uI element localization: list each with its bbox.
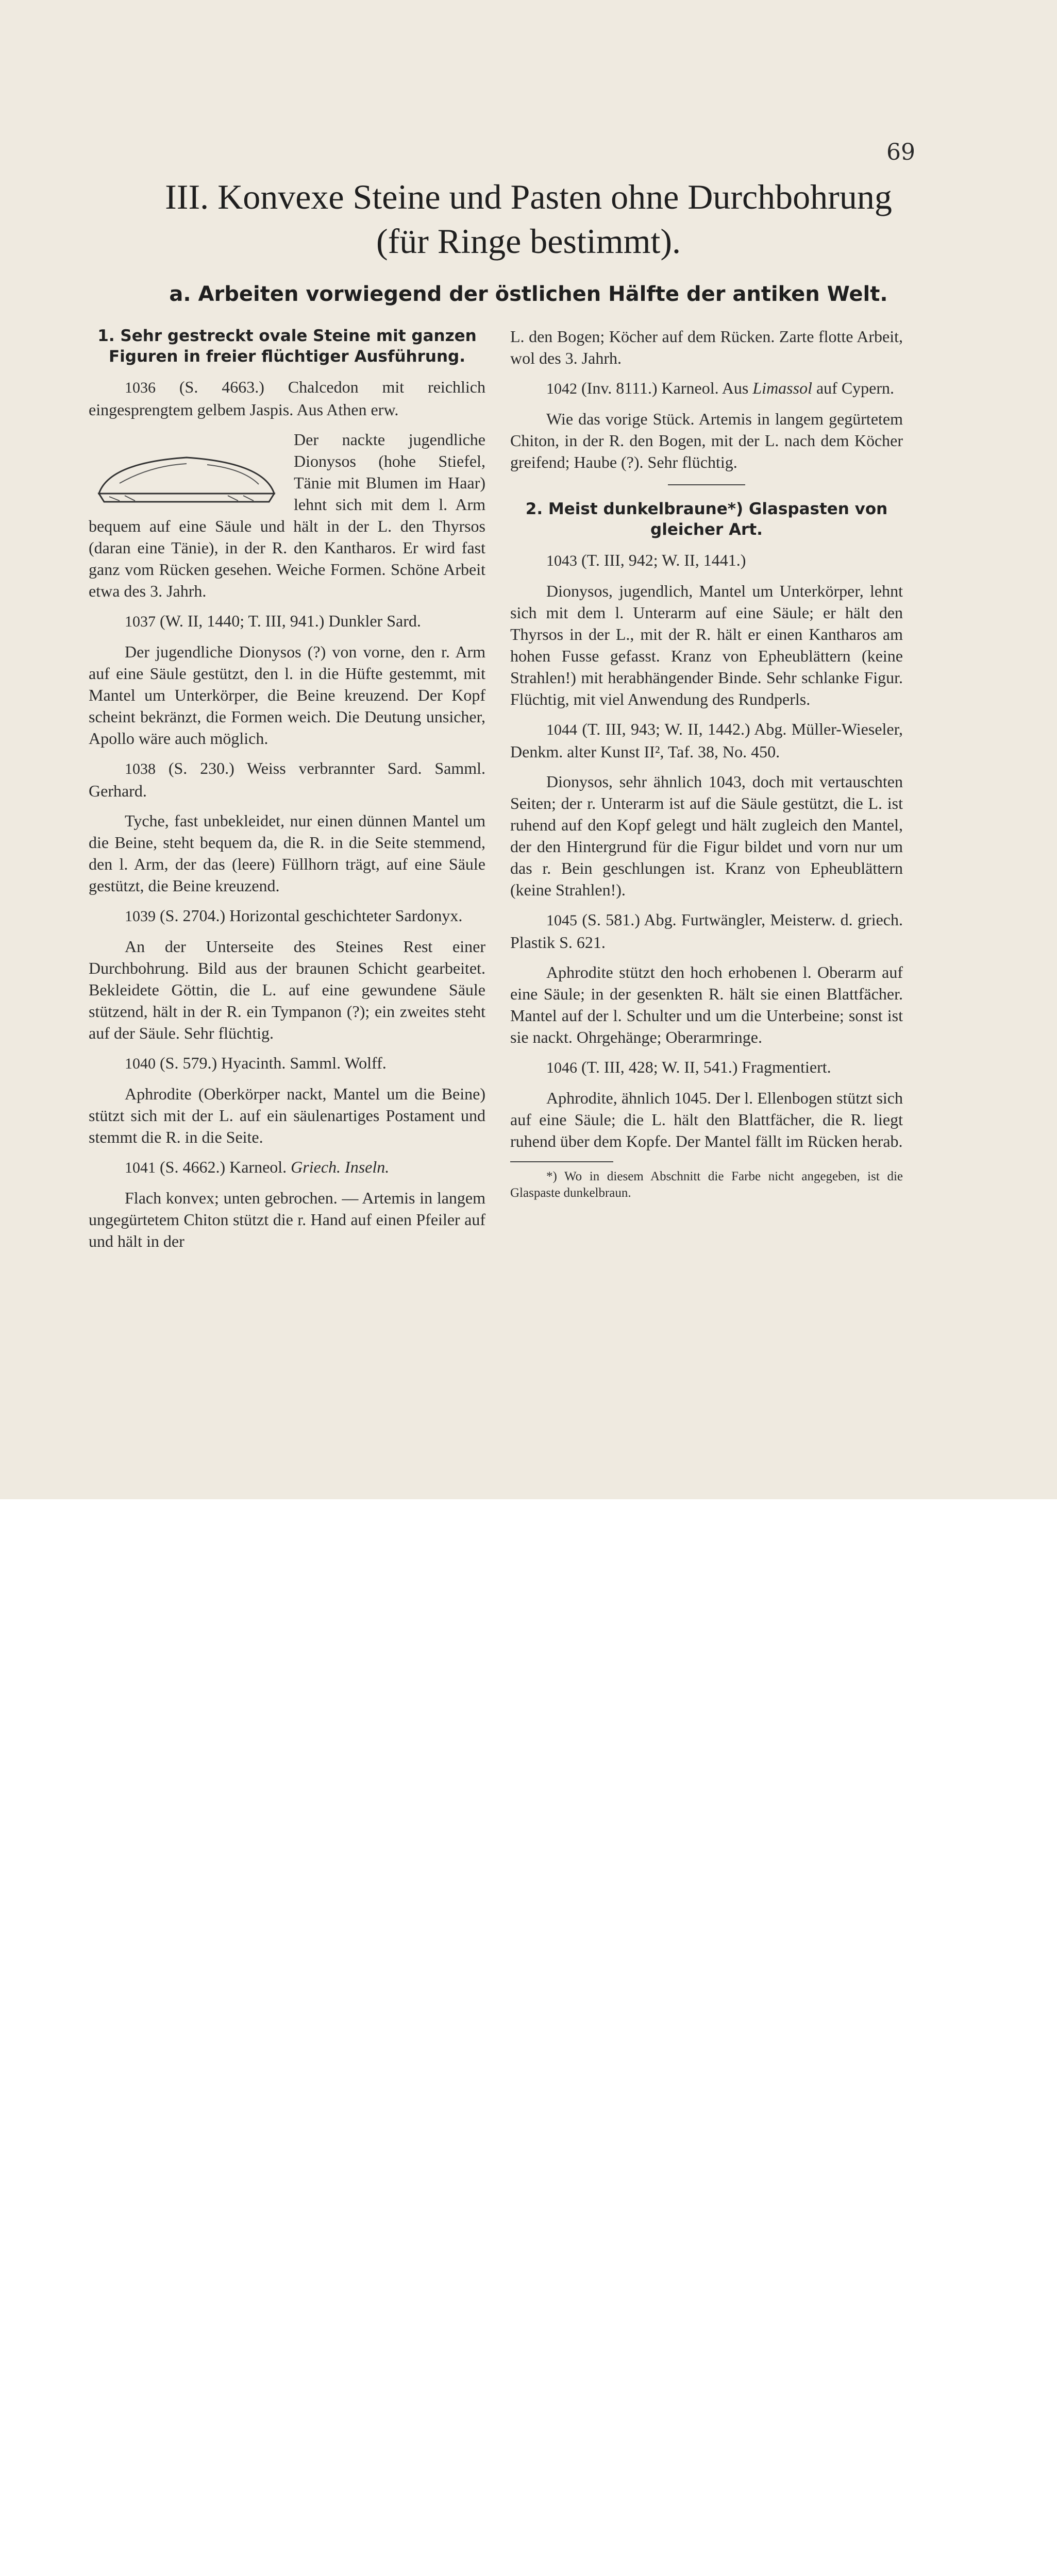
- entry-1038-head: [89, 757, 485, 802]
- section-divider: [668, 484, 745, 485]
- entry-number: 1044: [546, 721, 577, 738]
- entry-text: (W. II, 1440; T. III, 941.) Dunkler Sard.: [160, 612, 421, 630]
- entry-1042-desc: Wie das vorige Stück. Artemis in langem gegürtetem Chiton, in der R. den Bogen, mit der L. nach dem Köcher greifend; Haube (?). Sehr flüchtig.: [510, 410, 903, 471]
- entry-text: (S. 230.) Weiss verbrannter Sard. Samml. Gerhard.: [89, 759, 486, 800]
- entry-number: 1040: [125, 1055, 156, 1072]
- entry-1040-desc: Aphrodite (Oberkörper nackt, Mantel um die Beine) stützt sich mit der L. auf ein säulenartiges Postament und stemmt die R. in die Seite.: [89, 1084, 485, 1146]
- entry-1039-desc: An der Unterseite des Steines Rest einer Durchbohrung. Bild aus der braunen Schicht gearbeitet. Bekleidete Göttin, die L. auf eine gewundene Säule stützend, hält in der R. ein Tympanon (?); ein zweites steht auf der Säule. Sehr flüchtig.: [89, 937, 485, 1042]
- entry-text: (T. III, 943; W. II, 1442.) Abg. Müller-Wieseler, Denkm. alter Kunst II², Taf. 38, No. 450.: [510, 720, 903, 761]
- page-number: 69: [886, 139, 915, 165]
- entry-text: (T. III, 428; W. II, 541.) Fragmentiert.: [581, 1058, 831, 1076]
- gem-profile-figure: [89, 432, 284, 514]
- entry-1046-head: [510, 1056, 903, 1079]
- entry-1039-head: [89, 905, 485, 927]
- entry-1044-head: [510, 718, 903, 762]
- entry-1043-desc: Dionysos, jugendlich, Mantel um Unterkörper, lehnt sich mit dem l. Unterarm auf eine Säule; er hält den Thyrsos in der L., mit der R. hält er einen Kantharos am hohen Fusse gefasst. Kranz von Epheublättern (keine Strahlen!) mit herabhängender Binde. Sehr schlanke Figur. Flüchtig, mit viel Anwendung des Rundperls.: [510, 582, 903, 708]
- entry-text: (S. 4662.) Karneol.: [160, 1158, 287, 1176]
- entry-text: (S. 4663.) Chalcedon mit reichlich eingesprengtem gelbem Jaspis. Aus Athen erw.: [89, 378, 486, 419]
- entry-number: 1037: [125, 613, 156, 630]
- entry-1046-desc: Aphrodite, ähnlich 1045. Der l. Ellenbogen stützt sich auf eine Säule; die L. hält den Blattfächer, die R. liegt ruhend über dem Kopfe. Der Mantel fällt im Rücken herab.: [510, 1089, 903, 1150]
- entry-1040-head: [89, 1052, 485, 1075]
- section-heading-1: 1. Sehr gestreckt ovale Steine mit ganzen Figuren in freier flüchtiger Ausführung.: [97, 327, 477, 366]
- entry-1036-desc: Der nackte jugendliche Dionysos (hohe Stiefel, Tänie mit Blumen im Haar) lehnt sich mit dem l. Arm bequem auf eine Säule und hält in der L. den Thyrsos (daran eine Tänie), in der R. den Kantharos. Er wird fast ganz vom Rücken gesehen. Weiche Formen. Schöne Arbeit etwa des 3. Jahrh.: [89, 430, 485, 600]
- footnote: *) Wo in diesem Abschnitt die Farbe nicht angegeben, ist die Glaspaste dunkelbraun.: [510, 1170, 903, 1200]
- entry-1043-head: [510, 549, 903, 572]
- entry-1045-desc: Aphrodite stützt den hoch erhobenen l. Oberarm auf eine Säule; in der gesenkten R. hält sie einen Blattfächer. Mantel auf der l. Schulter und um die Unterbeine; sonst ist sie nackt. Ohrgehänge; Oberarmringe.: [510, 963, 903, 1046]
- entry-number: 1039: [125, 908, 156, 925]
- entry-1044-desc: Dionysos, sehr ähnlich 1043, doch mit vertauschten Seiten; der r. Unterarm ist auf die Säule gestützt, die L. ist ruhend auf den Kopf gelegt und hält zugleich den Mantel, der den Hintergrund für die Figur bildet und vorn nur um das r. Bein geschlungen ist. Kranz von Epheublättern (keine Strahlen!).: [510, 772, 903, 899]
- chapter-title-line2: (für Ringe bestimmt).: [376, 222, 681, 261]
- entry-text: (S. 581.) Abg. Furtwängler, Meisterw. d. griech. Plastik S. 621.: [510, 910, 903, 952]
- entry-text: auf Cypern.: [816, 379, 895, 397]
- left-column: [89, 326, 485, 1260]
- entry-1036-head: [89, 376, 485, 420]
- entry-number: 1038: [125, 760, 156, 777]
- chapter-title-line1: III. Konvexe Steine und Pasten ohne Durchbohrung: [165, 177, 892, 216]
- entry-text: (T. III, 942; W. II, 1441.): [581, 551, 746, 569]
- entry-1045-head: [510, 909, 903, 953]
- entry-number: 1036: [125, 379, 156, 396]
- section-subtitle: a. Arbeiten vorwiegend der östlichen Hälfte der antiken Welt.: [169, 282, 888, 306]
- entry-1038-desc: Tyche, fast unbekleidet, nur einen dünnen Mantel um die Beine, steht bequem da, die R. in die Seite stemmend, den l. Arm, der das (leere) Füllhorn trägt, auf eine Säule gestützt, die Beine kreuzend.: [89, 811, 485, 895]
- right-column: [510, 326, 903, 1210]
- provenance-text: Limassol: [752, 379, 812, 397]
- entry-number: 1043: [546, 552, 577, 569]
- entry-1041-continuation: L. den Bogen; Köcher auf dem Rücken. Zarte flotte Arbeit, wol des 3. Jahrh.: [510, 327, 903, 367]
- entry-number: 1042: [546, 380, 577, 397]
- footnote-rule: [510, 1161, 613, 1162]
- gem-profile-icon: [89, 432, 284, 514]
- section-heading-2: 2. Meist dunkelbraune*) Glaspasten von gleicher Art.: [525, 500, 888, 539]
- entry-number: 1041: [125, 1159, 156, 1176]
- entry-1037-head: [89, 610, 485, 633]
- entry-text: (S. 2704.) Horizontal geschichteter Sardonyx.: [160, 906, 463, 925]
- entry-1042-head: [510, 377, 903, 400]
- entry-number: 1045: [546, 912, 577, 929]
- entry-1041-desc: Flach konvex; unten gebrochen. — Artemis in langem ungegürtetem Chiton stützt die r. Hand auf einen Pfeiler auf und hält in der: [89, 1189, 485, 1250]
- entry-number: 1046: [546, 1059, 577, 1076]
- viewer-footer-bar: [0, 1499, 1057, 1561]
- provenance-text: Griech. Inseln.: [291, 1158, 390, 1176]
- entry-1037-desc: Der jugendliche Dionysos (?) von vorne, den r. Arm auf eine Säule gestützt, den l. in die Hüfte gestemmt, mit Mantel um Unterkörper, die Beine kreuzend. Der Kopf scheint bekränzt, die Formen weich. Die Deutung unsicher, Apollo wäre auch möglich.: [89, 642, 485, 748]
- entry-1041-head: [89, 1156, 485, 1179]
- entry-text: (S. 579.) Hyacinth. Samml. Wolff.: [160, 1054, 387, 1072]
- entry-text: (Inv. 8111.) Karneol. Aus: [581, 379, 749, 397]
